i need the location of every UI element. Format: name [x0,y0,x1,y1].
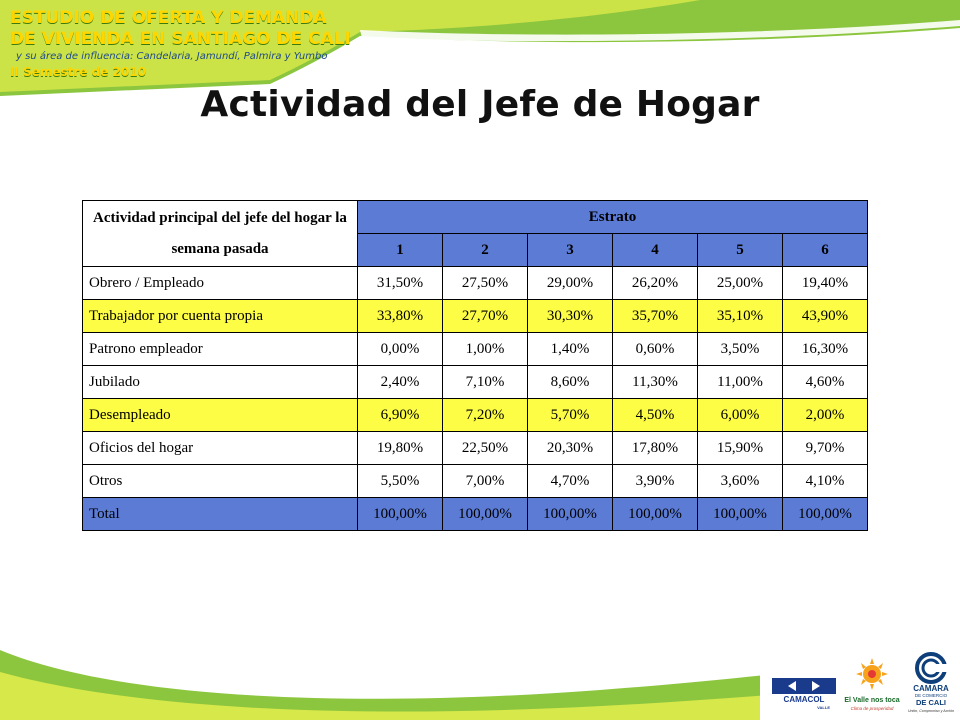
strata-header-6: 6 [783,234,868,267]
camara-line-2: DE COMERCIO [914,693,948,698]
table-cell: 11,00% [698,366,783,399]
table-cell: 0,60% [613,333,698,366]
strata-header-3: 3 [528,234,613,267]
table-row-highlighted [83,300,868,333]
row-label: Otros [83,465,358,498]
camara-tagline: Unión, Compromiso y Acción [907,709,955,713]
table-cell: 17,80% [613,432,698,465]
camacol-logo-block [772,678,836,694]
study-header [10,8,390,80]
table-cell: 5,70% [528,399,613,432]
table-row [83,465,868,498]
table-cell: 1,00% [443,333,528,366]
table-cell: 11,30% [613,366,698,399]
table-cell: 100,00% [783,498,868,531]
header-semester: II Semestre de 2010 [10,65,146,79]
table-cell: 5,50% [358,465,443,498]
valle-tagline: Clima de prosperidad [850,706,894,711]
camara-logo [904,650,958,716]
table-cell: 2,00% [783,399,868,432]
activity-table [82,200,868,531]
label-column-header: Actividad principal del jefe del hogar la semana pasada [83,201,358,267]
table-cell: 22,50% [443,432,528,465]
camara-line-3: DE CALI [916,698,946,707]
header-subtitle: y su área de influencia: Candelaria, Jamundí, Palmira y Yumbo [16,51,328,62]
table-cell: 26,20% [613,267,698,300]
header-line-2: DE VIVIENDA EN SANTIAGO DE CALI [10,29,351,49]
table-cell: 16,30% [783,333,868,366]
camara-line-1: CAMARA [913,684,949,693]
table-cell: 100,00% [613,498,698,531]
camacol-name: CAMACOL [783,695,825,704]
table-cell: 3,90% [613,465,698,498]
camacol-sub: VALLE [817,705,830,710]
estrato-header: Estrato [358,201,868,234]
row-label: Total [83,498,358,531]
table-cell: 43,90% [783,300,868,333]
strata-header-2: 2 [443,234,528,267]
sun-icon [856,658,888,690]
camacol-logo [770,676,838,710]
page-title: Actividad del Jefe de Hogar [200,84,760,125]
total-row [83,498,868,531]
row-label: Trabajador por cuenta propia [83,300,358,333]
table-cell: 4,60% [783,366,868,399]
table-cell: 31,50% [358,267,443,300]
table-cell: 4,50% [613,399,698,432]
table-cell: 29,00% [528,267,613,300]
table-cell: 19,40% [783,267,868,300]
table-cell: 27,70% [443,300,528,333]
table-cell: 35,10% [698,300,783,333]
table-cell: 2,40% [358,366,443,399]
table-cell: 100,00% [358,498,443,531]
table-cell: 27,50% [443,267,528,300]
header-row-1 [83,201,868,234]
table-cell: 1,40% [528,333,613,366]
row-label: Patrono empleador [83,333,358,366]
table-row [83,267,868,300]
camara-ring-icon [917,654,947,682]
table-row [83,432,868,465]
row-label: Jubilado [83,366,358,399]
table-cell: 33,80% [358,300,443,333]
table-cell: 30,30% [528,300,613,333]
table-cell: 19,80% [358,432,443,465]
table-cell: 100,00% [443,498,528,531]
table-cell: 35,70% [613,300,698,333]
table-cell: 15,90% [698,432,783,465]
table-cell: 100,00% [698,498,783,531]
table-cell: 8,60% [528,366,613,399]
table-cell: 3,60% [698,465,783,498]
header-line-1: ESTUDIO DE OFERTA Y DEMANDA [10,8,327,28]
table-cell: 6,90% [358,399,443,432]
table-cell: 7,00% [443,465,528,498]
table-row [83,366,868,399]
row-label: Oficios del hogar [83,432,358,465]
table-cell: 4,70% [528,465,613,498]
table-cell: 25,00% [698,267,783,300]
table-row-highlighted [83,399,868,432]
valle-logo [842,652,902,714]
table-cell: 100,00% [528,498,613,531]
strata-header-4: 4 [613,234,698,267]
row-label: Obrero / Empleado [83,267,358,300]
table-cell: 7,20% [443,399,528,432]
strata-header-5: 5 [698,234,783,267]
table-cell: 7,10% [443,366,528,399]
table-cell: 9,70% [783,432,868,465]
table-cell: 6,00% [698,399,783,432]
strata-header-1: 1 [358,234,443,267]
table-cell: 0,00% [358,333,443,366]
table-cell: 20,30% [528,432,613,465]
table-row [83,333,868,366]
table-cell: 3,50% [698,333,783,366]
valle-name: El Valle nos toca [844,697,900,704]
row-label: Desempleado [83,399,358,432]
table-cell: 4,10% [783,465,868,498]
